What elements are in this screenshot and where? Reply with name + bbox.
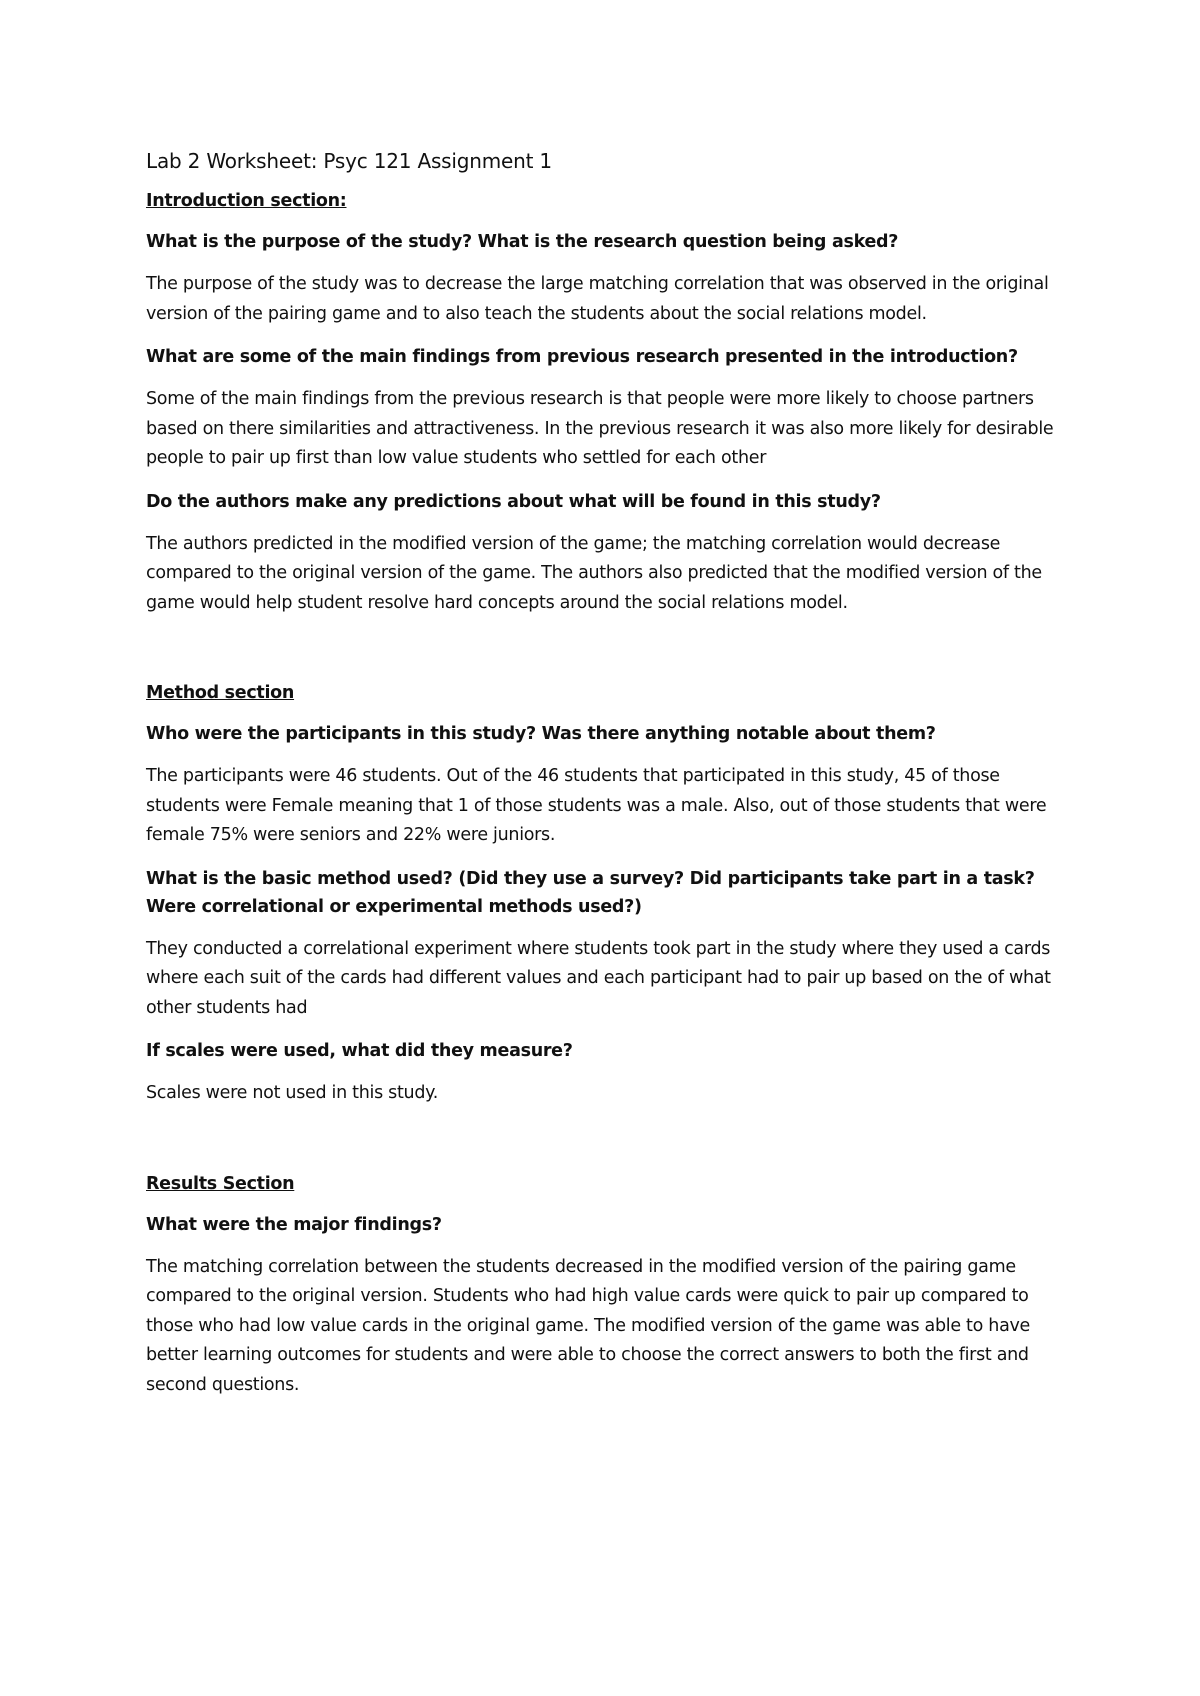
section-spacer bbox=[146, 632, 1076, 680]
worksheet-page bbox=[146, 148, 1076, 1414]
answer-participants: The participants were 46 students. Out of the 46 students that participated in this study, 45 of those students were Female meaning that 1 of those students was a male. Also, out of those students that were female 75% were seniors and 22% were juniors. bbox=[146, 766, 1047, 845]
section-heading-results: Results Section bbox=[146, 1173, 295, 1194]
question-major-findings: What were the major findings? bbox=[146, 1214, 442, 1235]
method-section bbox=[146, 680, 1076, 1109]
introduction-section bbox=[146, 188, 1076, 618]
question-basic-method: What is the basic method used? (Did they use a survey? Did participants take part in a task? Were correlational or experimental methods used?) bbox=[146, 868, 1035, 917]
question-purpose: What is the purpose of the study? What is the research question being asked? bbox=[146, 232, 899, 252]
section-heading-introduction: Introduction section: bbox=[146, 191, 347, 211]
answer-purpose: The purpose of the study was to decrease the large matching correlation that was observed in the original version of the pairing game and to also teach the students about the social relations model. bbox=[146, 274, 1049, 324]
document-title: Lab 2 Worksheet: Psyc 121 Assignment 1 bbox=[146, 149, 552, 173]
answer-basic-method: They conducted a correlational experiment where students took part in the study where they used a cards where each suit of the cards had different values and each participant had to pair up based on the of what other students had bbox=[146, 938, 1051, 1018]
question-participants: Who were the participants in this study? Was there anything notable about them? bbox=[146, 724, 936, 744]
question-scales: If scales were used, what did they measure? bbox=[146, 1041, 573, 1061]
question-predictions: Do the authors make any predictions about what will be found in this study? bbox=[146, 491, 881, 512]
section-spacer bbox=[146, 1123, 1076, 1171]
answer-previous-findings: Some of the main findings from the previous research is that people were more likely to choose partners based on there similarities and attractiveness. In the previous research it was also more likely for desirable people to pair up first than low value students who settled for each other bbox=[146, 389, 1054, 468]
section-heading-method: Method section bbox=[146, 683, 295, 703]
answer-major-findings: The matching correlation between the students decreased in the modified version of the pairing game compared to the original version. Students who had high value cards were quick to pair up compared to those who had low value cards in the original game. The modified version of the game was able to have better learning outcomes for students and were able to choose the correct answers to both the first and second questions. bbox=[146, 1256, 1031, 1395]
answer-scales: Scales were not used in this study. bbox=[146, 1083, 438, 1103]
question-previous-findings: What are some of the main findings from previous research presented in the introduction? bbox=[146, 347, 1018, 367]
results-section bbox=[146, 1171, 1076, 1401]
answer-predictions: The authors predicted in the modified version of the game; the matching correlation would decrease compared to the original version of the game. The authors also predicted that the modified version of the game would help student resolve hard concepts around the social relations model. bbox=[146, 533, 1042, 613]
